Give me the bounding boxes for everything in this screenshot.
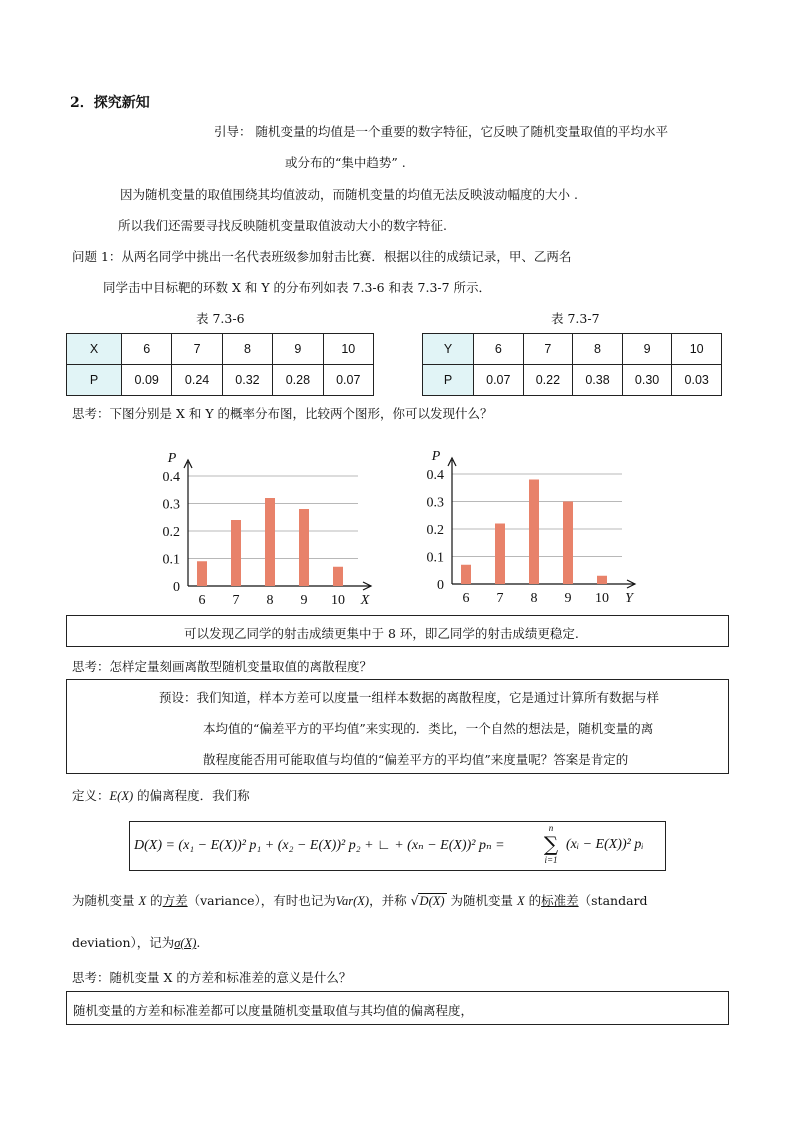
definition-suffix: 的偏离程度．我们称 (133, 788, 250, 803)
variance-var-1: X (138, 894, 147, 908)
sqrt-argument: D(X) (419, 894, 445, 908)
y-tick-label: 0.2 (162, 525, 180, 540)
bar (495, 524, 505, 585)
definition-line (72, 786, 250, 804)
x-axis-label: Y (625, 591, 633, 606)
chart-x-distribution (150, 440, 390, 610)
sum-bottom: i=1 (544, 855, 558, 865)
bar (461, 565, 471, 584)
variance-line-2 (72, 933, 200, 951)
table-x-value: 8 (222, 334, 272, 365)
think-question-1: 思考：下图分别是 X 和 Y 的概率分布图，比较两个图形，你可以发现什么？ (72, 406, 493, 421)
answer-box-3 (66, 991, 729, 1025)
x-tick-label: 9 (564, 591, 572, 606)
chart-x-svg (150, 440, 390, 610)
x-tick-label: 8 (266, 593, 274, 608)
table-y-prob: 0.30 (622, 365, 672, 396)
summation (538, 824, 564, 865)
table-row (423, 365, 722, 396)
y-tick-label: 0.3 (426, 495, 444, 511)
section-title: 2．探究新知 (70, 95, 150, 111)
formula-rhs: (xᵢ − E(X))² pᵢ (566, 837, 644, 852)
think-question-2: 思考：怎样定量刻画离散型随机变量取值的离散程度？ (72, 659, 373, 674)
y-tick-label: 0.1 (162, 552, 180, 568)
x-tick-label: 10 (331, 593, 345, 608)
intro-line-2: 或分布的“集中趋势” . (285, 155, 406, 170)
term-standard-deviation: 标准差 (541, 893, 579, 908)
preset-line-1: 预设：我们知道，样本方差可以度量一组样本数据的离散程度，它是通过计算所有数据与样 (159, 690, 660, 705)
table-x-prob: 0.24 (172, 365, 222, 396)
table-y-value: 10 (672, 334, 722, 365)
var-notation: Var(X) (335, 894, 370, 908)
x-tick-label: 7 (232, 593, 240, 608)
table-y-caption: 表 7.3-7 (551, 311, 600, 326)
bar (597, 576, 607, 584)
table-y-value: 6 (474, 334, 524, 365)
think-question-3: 思考：随机变量 X 的方差和标准差的意义是什么？ (72, 970, 352, 985)
table-x-value: 7 (172, 334, 222, 365)
table-x-value: 10 (323, 334, 373, 365)
y-tick-label: 0.4 (162, 470, 180, 485)
preset-box (66, 679, 729, 774)
y-axis-label: P (167, 451, 177, 466)
variance-formula-box (129, 821, 666, 871)
variance-var-2: X (517, 894, 525, 908)
chart-y-distribution (414, 438, 654, 608)
term-variance: 方差 (162, 893, 188, 908)
x-tick-label: 8 (530, 591, 538, 606)
variance-line2-text-1: deviation），记为 (72, 935, 175, 950)
bar (299, 509, 309, 586)
bar (333, 567, 343, 586)
table-y-prob: 0.38 (573, 365, 623, 396)
y-tick-label: 0.2 (426, 523, 444, 538)
table-x (66, 333, 374, 396)
y-tick-label: 0.1 (426, 550, 444, 566)
bar (231, 520, 241, 586)
answer-1-text: 可以发现乙同学的射击成绩更集中于 8 环，即乙同学的射击成绩更稳定. (184, 626, 579, 641)
x-tick-label: 9 (300, 593, 308, 608)
y-tick-label: 0.4 (426, 468, 444, 483)
sigma-notation: σ(X) (174, 936, 197, 950)
table-y-p-label: P (423, 365, 474, 396)
table-y-value: 8 (573, 334, 623, 365)
x-tick-label: 6 (462, 591, 470, 606)
preset-line-2: 本均值的“偏差平方的平均值”来实现的．类比，一个自然的想法是，随机变量的离 (203, 721, 654, 736)
chart-y-svg (414, 438, 654, 608)
variance-text-3: （variance），有时也记为 (187, 893, 336, 908)
intro-line-1: 引导： 随机变量的均值是一个重要的数字特征，它反映了随机变量取值的平均水平 (214, 124, 668, 139)
answer-box-1 (66, 615, 729, 647)
x-tick-label: 10 (595, 591, 609, 606)
definition-prefix: 定义： (72, 788, 110, 803)
table-row (67, 365, 374, 396)
y-axis-label: P (431, 449, 441, 464)
x-tick-label: 6 (198, 593, 206, 608)
intro-line-4: 所以我们还需要寻找反映随机变量取值波动大小的数字特征. (118, 218, 447, 233)
problem-line-2: 同学击中目标靶的环数 X 和 Y 的分布列如表 7.3-6 和表 7.3-7 所示． (103, 280, 492, 295)
variance-text-1: 为随机变量 (72, 893, 139, 908)
table-x-prob: 0.07 (323, 365, 373, 396)
table-x-caption: 表 7.3-6 (196, 311, 245, 326)
table-x-p-label: P (67, 365, 122, 396)
y-tick-label: 0 (173, 580, 180, 595)
x-tick-label: 7 (496, 591, 504, 606)
bar (529, 480, 539, 585)
sum-symbol: ∑ (543, 832, 559, 856)
table-y-prob: 0.07 (474, 365, 524, 396)
formula-lhs: D(X) = (x₁ − E(X))² p₁ + (x₂ − E(X))² p₂ + ∟ + (xₙ − E(X))² pₙ = (134, 838, 505, 853)
variance-text-4: ，并称 (369, 893, 411, 908)
variance-text-7: （standard (578, 893, 648, 908)
table-y (422, 333, 722, 396)
table-x-value: 9 (273, 334, 323, 365)
table-y-prob: 0.03 (672, 365, 722, 396)
sqrt-sign: √ (410, 893, 419, 908)
table-y-value: 9 (622, 334, 672, 365)
bar (197, 561, 207, 586)
y-tick-label: 0.3 (162, 497, 180, 513)
sum-top: n (548, 823, 554, 833)
bar (563, 502, 573, 585)
table-y-var-label: Y (423, 334, 474, 365)
table-x-value: 6 (122, 334, 172, 365)
table-y-value: 7 (523, 334, 573, 365)
y-tick-label: 0 (437, 578, 444, 593)
preset-line-3: 散程度能否用可能取值与均值的“偏差平方的平均值”来度量呢？答案是肯定的 (203, 752, 629, 767)
table-x-prob: 0.28 (273, 365, 323, 396)
answer-3-text: 随机变量的方差和标准差都可以度量随机变量取值与其均值的偏离程度， (73, 1003, 474, 1018)
definition-ex: E(X) (109, 789, 134, 803)
table-x-prob: 0.09 (122, 365, 172, 396)
bar (265, 498, 275, 586)
x-axis-label: X (360, 593, 370, 608)
table-x-prob: 0.32 (222, 365, 272, 396)
variance-text-2: 的 (146, 893, 163, 908)
table-x-var-label: X (67, 334, 122, 365)
problem-line-1: 问题 1：从两名同学中挑出一名代表班级参加射击比赛．根据以往的成绩记录，甲、乙两名 (72, 249, 572, 264)
intro-line-3: 因为随机变量的取值围绕其均值波动，而随机变量的均值无法反映波动幅度的大小 . (120, 187, 578, 202)
variance-text-5: 为随机变量 (446, 893, 517, 908)
variance-line2-text-2: . (196, 935, 201, 950)
table-row (67, 334, 374, 365)
variance-line-1 (72, 891, 648, 909)
variance-text-6: 的 (524, 893, 542, 908)
table-row (423, 334, 722, 365)
table-y-prob: 0.22 (523, 365, 573, 396)
